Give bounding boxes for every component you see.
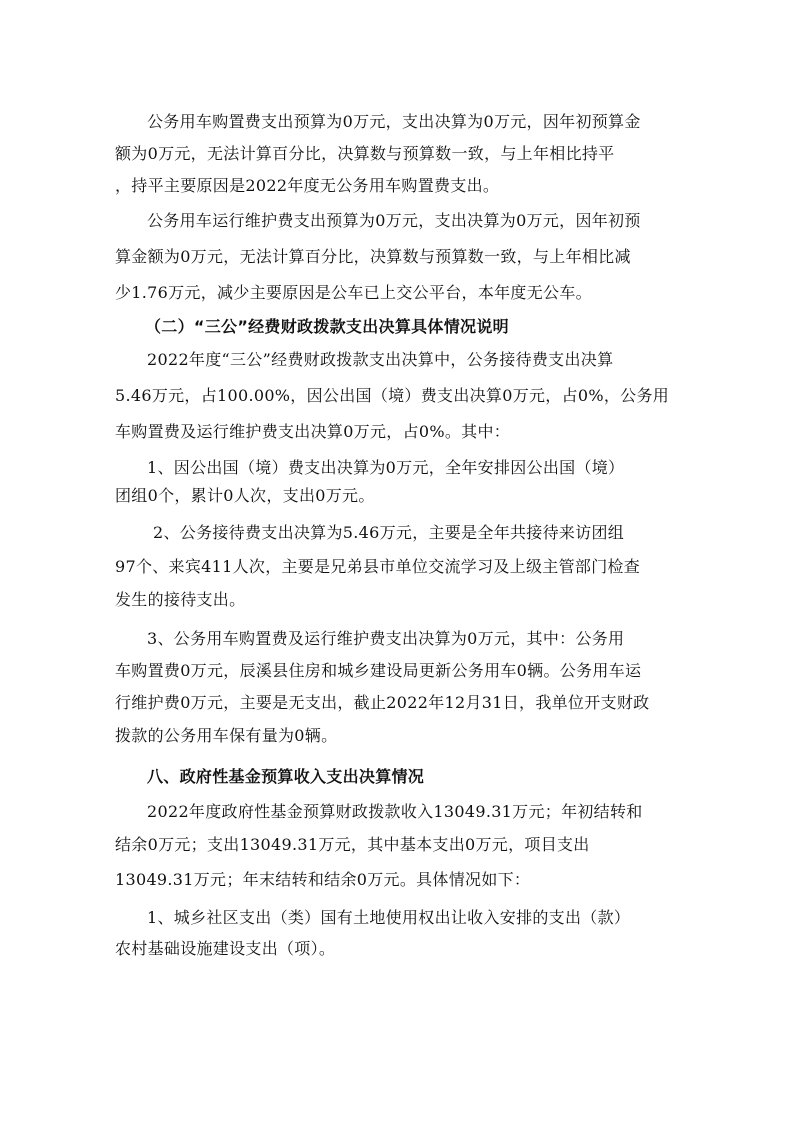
text-line: 2022年度“三公”经费财政拨款支出决算中，公务接待费支出决算 (147, 350, 614, 369)
text-line: 公务用车购置费支出预算为0万元，支出决算为0万元，因年初预算金 (147, 112, 641, 131)
section-heading: （二）“三公”经费财政拨款支出决算具体情况说明 (145, 317, 509, 336)
text-line: 2、公务接待费支出决算为5.46万元，主要是全年共接待来访团组 (153, 523, 625, 542)
text-line: 少1.76万元，减少主要原因是公车已上交公平台，本年度无公车。 (115, 283, 592, 302)
text-line: 公务用车运行维护费支出预算为0万元，支出决算为0万元，因年初预 (147, 211, 641, 230)
text-line: 2022年度政府性基金预算财政拨款收入13049.31万元；年初结转和 (147, 802, 643, 821)
text-line: 农村基础设施建设支出（项）。 (115, 939, 336, 958)
text-line: 团组0个，累计0人次，支出0万元。 (115, 486, 375, 505)
text-line: 3、公务用车购置费及运行维护费支出决算为0万元，其中：公务用 (147, 629, 625, 648)
text-line: 算金额为0万元，无法计算百分比，决算数与预算数一致，与上年相比减 (115, 247, 631, 266)
text-line: ，持平主要原因是2022年度无公务用车购置费支出。 (115, 176, 500, 195)
text-line: 结余0万元；支出13049.31万元，其中基本支出0万元，项目支出 (115, 835, 590, 854)
text-line: 1、因公出国（境）费支出决算为0万元，全年安排因公出国（境） (147, 458, 625, 477)
text-line: 行维护费0万元，主要是无支出，截止2022年12月31日，我单位开支财政 (115, 693, 650, 712)
text-line: 车购置费及运行维护费支出决算0万元，占0%。其中： (115, 422, 511, 441)
text-line: 97个、来宾411人次，主要是兄弟县市单位交流学习及上级主管部门检查 (115, 557, 641, 576)
section-heading: 八、政府性基金预算收入支出决算情况 (147, 767, 425, 786)
text-line: 拨款的公务用车保有量为0辆。 (115, 726, 338, 745)
text-line: 额为0万元，无法计算百分比，决算数与预算数一致，与上年相比持平 (115, 144, 615, 163)
text-line: 5.46万元，占100.00%，因公出国（境）费支出决算0万元，占0%，公务用 (115, 386, 670, 405)
text-line: 13049.31万元；年末结转和结余0万元。具体情况如下： (115, 870, 531, 889)
text-line: 1、城乡社区支出（类）国有土地使用权出让收入安排的支出（款） (147, 908, 631, 927)
text-line: 车购置费0万元，辰溪县住房和城乡建设局更新公务用车0辆。公务用车运 (115, 661, 642, 680)
text-line: 发生的接待支出。 (115, 590, 246, 609)
